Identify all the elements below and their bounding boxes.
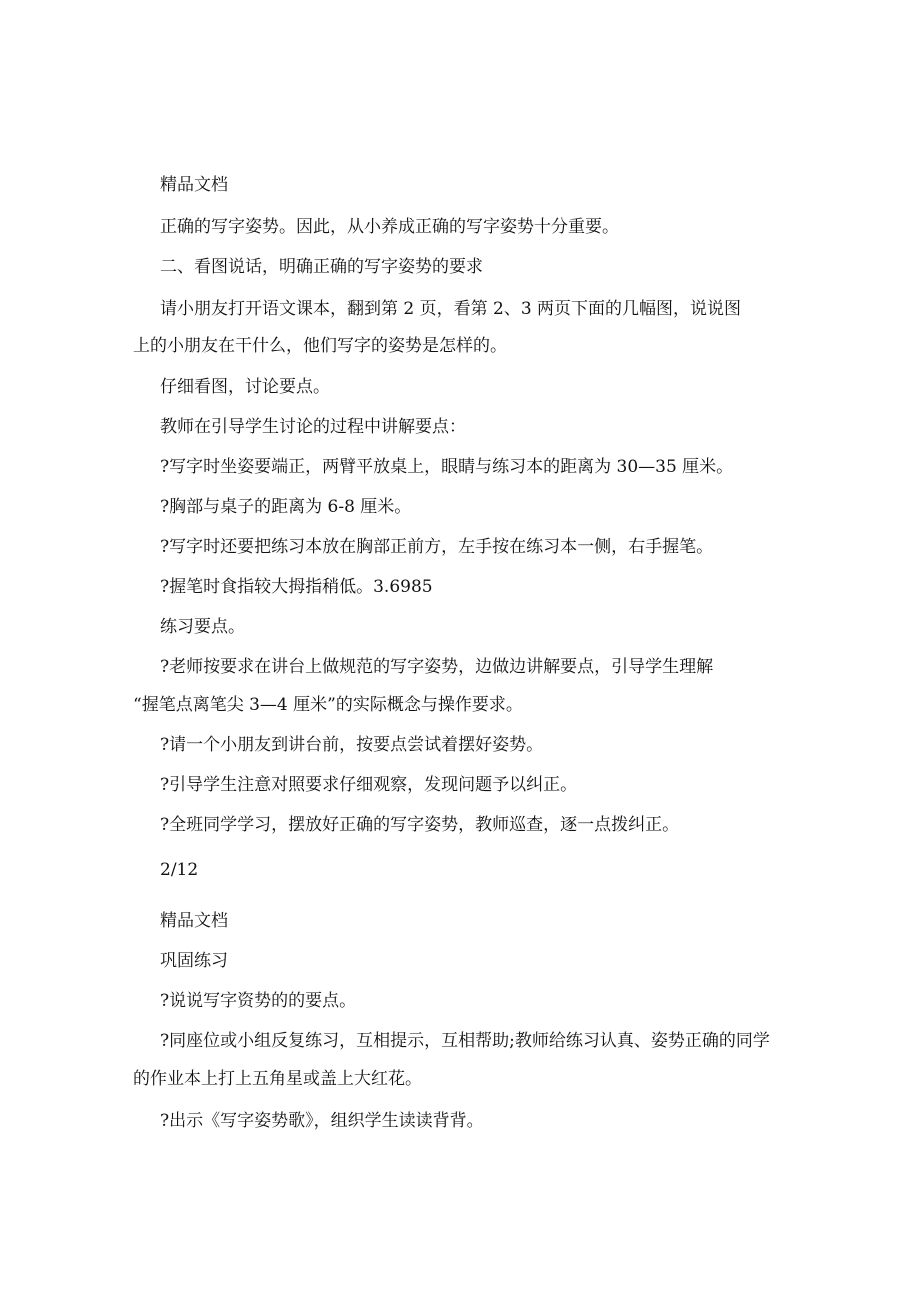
text-line: 练习要点。 — [160, 617, 245, 637]
text-line: 教师在引导学生讨论的过程中讲解要点： — [160, 417, 466, 437]
text-line: ?同座位或小组反复练习，互相提示，互相帮助;教师给练习认真、姿势正确的同学 — [160, 1031, 770, 1051]
text-line: 仔细看图，讨论要点。 — [160, 377, 330, 397]
page-header: 精品文档 — [160, 175, 228, 195]
text-line: ?写字时坐姿要端正，两臂平放桌上，眼睛与练习本的距离为 30—35 厘米。 — [160, 457, 734, 477]
text-line: 请小朋友打开语文课本，翻到第 2 页，看第 2、3 两页下面的几幅图，说说图 — [160, 299, 742, 319]
text-line: 的作业本上打上五角星或盖上大红花。 — [133, 1069, 422, 1089]
page-header: 精品文档 — [160, 911, 228, 931]
text-line: ?引导学生注意对照要求仔细观察，发现问题予以纠正。 — [160, 775, 578, 795]
text-line: ?写字时还要把练习本放在胸部正前方，左手按在练习本一侧，右手握笔。 — [160, 537, 714, 557]
text-line: ?胸部与桌子的距离为 6-8 厘米。 — [160, 497, 412, 517]
section-heading: 二、看图说话，明确正确的写字姿势的要求 — [160, 257, 483, 277]
text-line: 上的小朋友在干什么，他们写字的姿势是怎样的。 — [133, 336, 507, 356]
text-line: “握笔点离笔尖 3—4 厘米”的实际概念与操作要求。 — [133, 695, 523, 715]
section-heading: 巩固练习 — [160, 951, 228, 971]
text-line: ?出示《写字姿势歌》，组织学生读读背背。 — [160, 1111, 484, 1131]
text-line: ?说说写字资势的的要点。 — [160, 991, 357, 1011]
text-line: ?握笔时食指较大拇指稍低。3.6985 — [160, 577, 433, 597]
text-line: ?全班同学学习，摆放好正确的写字姿势，教师巡查，逐一点拨纠正。 — [160, 815, 680, 835]
text-line: ?老师按要求在讲台上做规范的写字姿势，边做边讲解要点，引导学生理解 — [160, 657, 714, 677]
text-line: ?请一个小朋友到讲台前，按要点尝试着摆好姿势。 — [160, 735, 544, 755]
text-line: 正确的写字姿势。因此，从小养成正确的写字姿势十分重要。 — [160, 217, 619, 237]
page-number: 2/12 — [160, 860, 199, 880]
